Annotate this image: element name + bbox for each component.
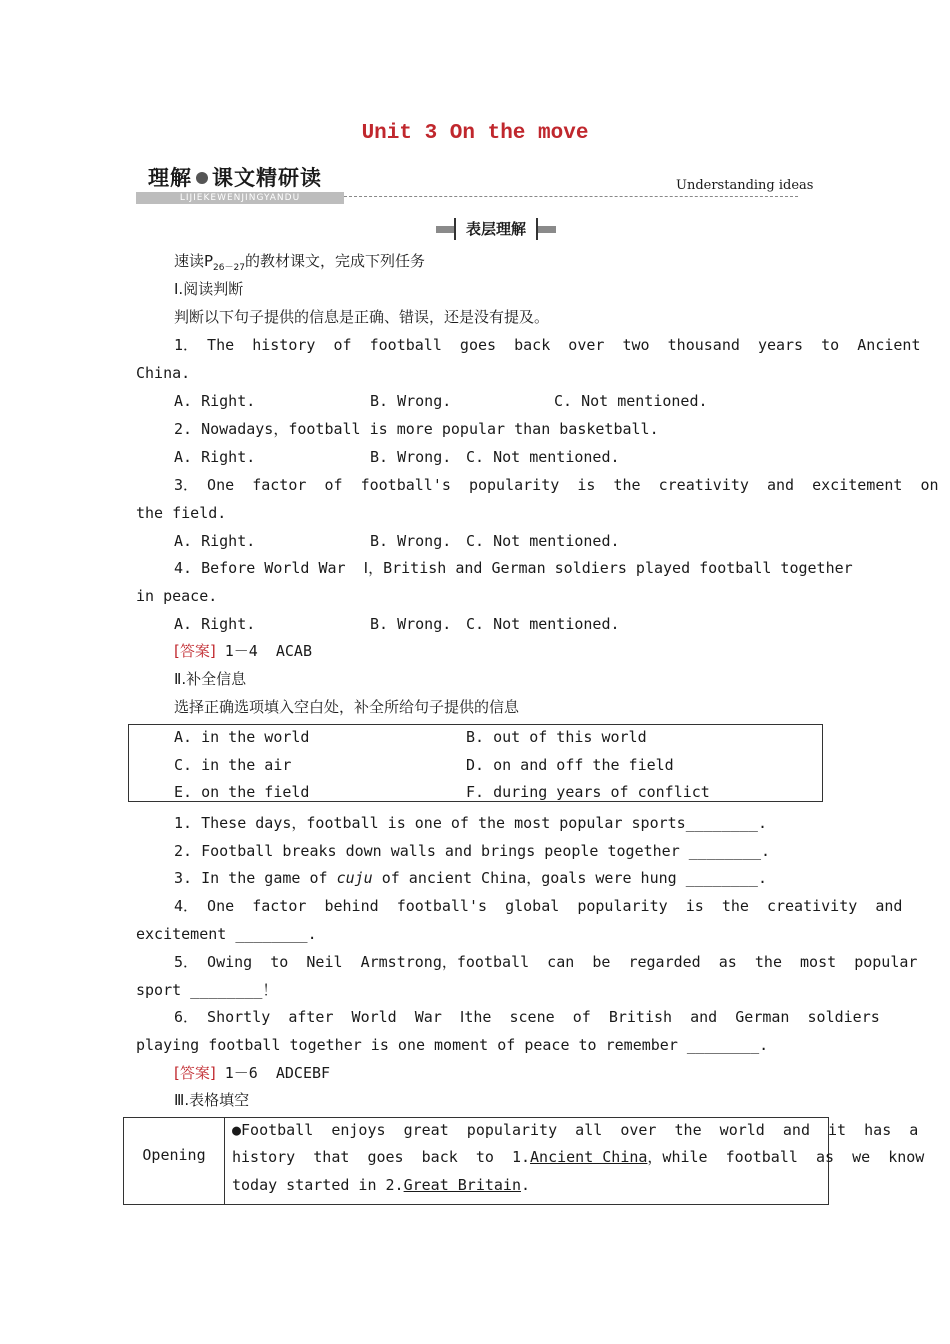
part2-instruction: 选择正确选项填入空白处，补全所给句子提供的信息 [174,698,520,716]
part2-answer [174,1063,330,1083]
s4-line1: 4． One factor behind football's global popularity is the creativity and [174,897,903,915]
s6-line1: 6． Shortly after World War Ⅰthe scene of British and German soldiers [174,1008,880,1026]
q1-line2: China. [136,364,191,382]
table-line1: ●Football enjoys great popularity all over the world and it has a [232,1121,919,1139]
q2-option-a: A. Right. [174,448,256,466]
q3-option-c: C. Not mentioned. [466,532,620,550]
q3-option-a: A. Right. [174,532,256,550]
q3-line2: the field. [136,504,227,522]
s4-line2: excitement ________. [136,925,317,943]
section-heading [436,218,556,240]
s3-line: 3. In the game of cuju of ancient China，goals were hung ________. [174,869,767,887]
q1-option-c: C. Not mentioned. [554,392,708,410]
q1-option-b: B. Wrong. [370,392,452,410]
s2-line: 2. Football breaks down walls and brings people together ________. [174,842,771,860]
row-label: Opening [142,1146,206,1164]
part1-answer [174,641,312,661]
q3-option-b: B. Wrong. [370,532,452,550]
q4-line1: 4. Before World War Ⅰ，British and German soldiers played football together [174,559,853,577]
option-f: F. during years of conflict [466,783,710,801]
option-b: B. out of this world [466,728,647,746]
table-line2: history that goes back to 1.Ancient China，while football as we know [232,1148,925,1166]
answer-great-britain: Great Britain [403,1176,521,1194]
q4-option-c: C. Not mentioned. [466,615,620,633]
q2-option-b: B. Wrong. [370,448,452,466]
table-line3: today started in 2.Great Britain. [232,1176,531,1194]
s5-line2: sport ________！ [136,981,278,999]
page-title: Unit 3 On the move [361,122,589,145]
section-heading-label: 表层理解 [454,218,538,240]
banner-divider [344,196,798,197]
answer-value: 1－4 ACAB [215,642,312,660]
s5-line1: 5． Owing to Neil Armstrong，football can be regarded as the most popular [174,953,918,971]
part1-instruction: 判断以下句子提供的信息是正确、错误，还是没有提及。 [174,308,550,326]
option-c: C. in the air [174,756,292,774]
part1-heading: Ⅰ.阅读判断 [174,280,244,298]
part2-heading: Ⅱ.补全信息 [174,670,247,688]
banner-main-b: 课文精研读 [212,166,322,190]
banner-main-a: 理解 [148,166,192,190]
option-a: A. in the world [174,728,310,746]
banner-pinyin: LIJIEKEWENJINGYANDU [136,192,344,204]
q3-line1: 3． One factor of football's popularity is the creativity and excitement on [174,476,939,494]
s1-line: 1. These days，football is one of the most popular sports________. [174,814,767,832]
section-banner-title [148,162,322,192]
arrow-bullet-icon [196,172,208,184]
q2-option-c: C. Not mentioned. [466,448,620,466]
q2-line: 2. Nowadays，football is more popular than basketball. [174,420,659,438]
answer-label: [答案] [174,1064,216,1082]
banner-english: Understanding ideas [676,178,814,193]
option-d: D. on and off the field [466,756,674,774]
answer-value: 1－6 ADCEBF [215,1064,331,1082]
s6-line2: playing football together is one moment of peace to remember ________. [136,1036,769,1054]
answer-label: [答案] [174,642,216,660]
option-e: E. on the field [174,783,310,801]
table-row-label-cell [124,1118,225,1204]
part3-heading: Ⅲ.表格填空 [174,1091,250,1109]
q1-line1: 1． The history of football goes back over two thousand years to Ancient [174,336,921,354]
q4-option-a: A. Right. [174,615,256,633]
q4-line2: in peace. [136,587,218,605]
q1-option-a: A. Right. [174,392,256,410]
q4-option-b: B. Wrong. [370,615,452,633]
task-intro: 速读$P_{26-27}$的教材课文，完成下列任务 [174,252,425,273]
answer-ancient-china: Ancient China [530,1148,648,1166]
